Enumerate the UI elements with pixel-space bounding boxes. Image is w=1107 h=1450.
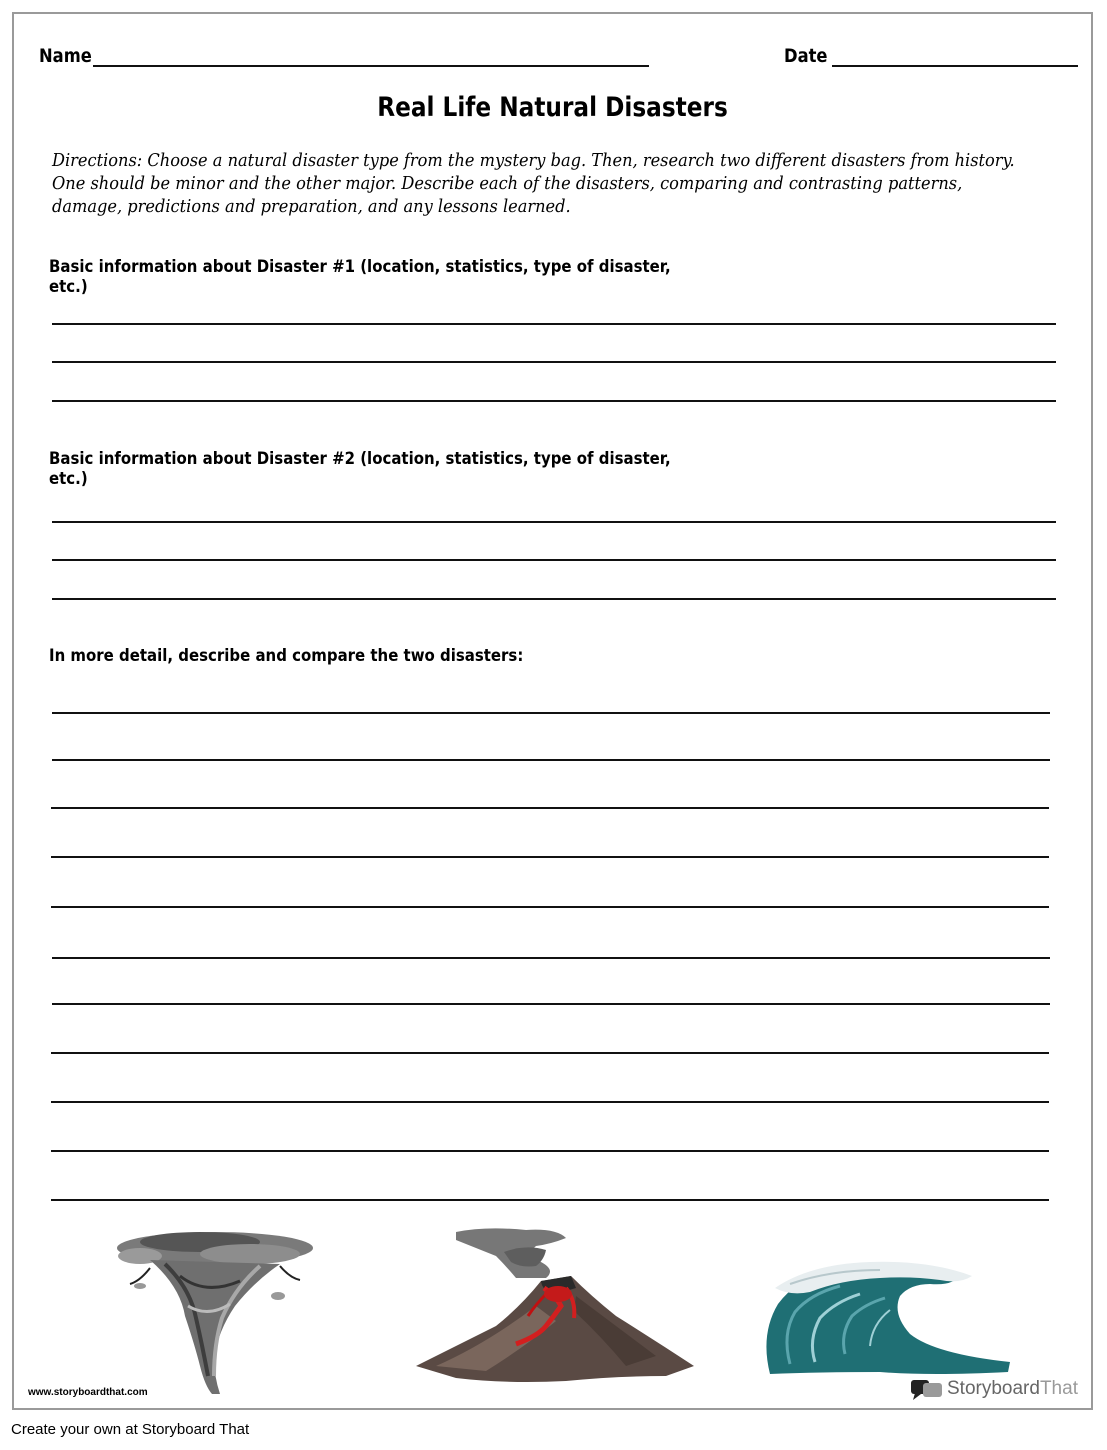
logo-text-that: That [1039,1378,1078,1399]
answer-line[interactable] [51,856,1049,858]
answer-line[interactable] [52,361,1056,363]
answer-line[interactable] [51,1199,1049,1201]
section-1-heading [49,257,671,297]
answer-line[interactable] [52,759,1050,761]
answer-line[interactable] [51,1052,1049,1054]
section-2-heading [49,449,671,489]
page-title: Real Life Natural Disasters [377,92,728,123]
answer-line[interactable] [52,598,1056,600]
worksheet [12,12,1093,1410]
name-field[interactable] [93,65,649,67]
answer-line[interactable] [52,1003,1050,1005]
answer-line[interactable] [52,400,1056,402]
footer-credit[interactable]: Create your own at Storyboard That [11,1421,250,1438]
date-field[interactable] [832,65,1078,67]
watermark-url: www.storyboardthat.com [28,1387,148,1398]
tsunami-wave-icon [760,1254,1010,1376]
answer-line[interactable] [51,906,1049,908]
answer-line[interactable] [52,323,1056,325]
speech-bubbles-icon [911,1377,943,1401]
answer-line[interactable] [52,712,1050,714]
answer-line[interactable] [52,957,1050,959]
answer-line[interactable] [51,1101,1049,1103]
answer-line[interactable] [52,559,1056,561]
date-label: Date [784,45,828,67]
tornado-icon [110,1226,320,1394]
name-label: Name [39,45,92,67]
answer-line[interactable] [51,807,1049,809]
section-1-label: Basic information about Disaster #1 (location, statistics, type of disaster, etc.) [49,257,671,297]
directions-text: Directions: Choose a natural disaster type from the mystery bag. Then, research two different disasters from history. One should be minor and the other major. Describe each of the disasters, comparing and contrasting patterns, damage, predictions and preparation, and any lessons learned. [52,150,1015,217]
section-2-label: Basic information about Disaster #2 (location, statistics, type of disaster, etc.) [49,449,671,489]
answer-line[interactable] [52,521,1056,523]
section-3-label: In more detail, describe and compare the two disasters: [49,646,524,666]
volcano-icon [416,1226,694,1386]
storyboardthat-logo [911,1377,1078,1401]
answer-line[interactable] [51,1150,1049,1152]
logo-text-storyboard: Storyboard [947,1378,1040,1399]
